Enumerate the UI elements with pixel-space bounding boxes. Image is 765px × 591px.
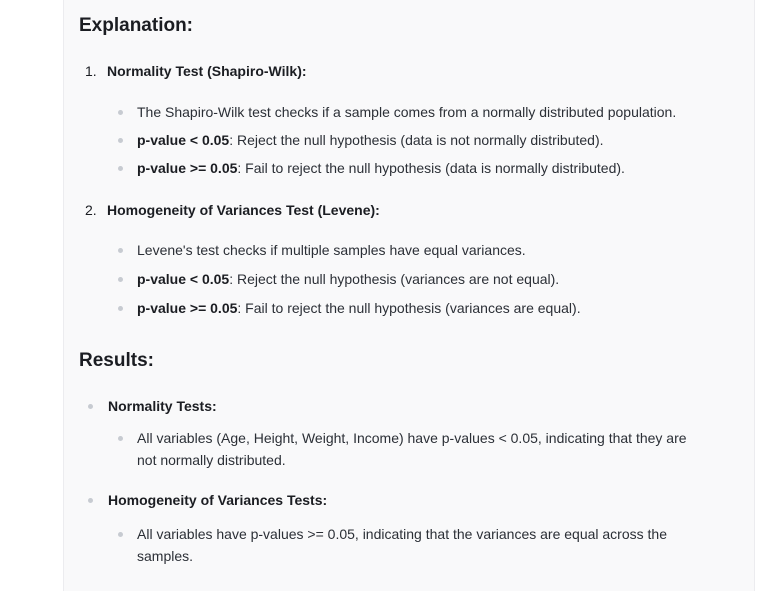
result-detail-line: samples. — [137, 548, 194, 564]
bullet-dot-icon — [118, 166, 123, 171]
item-number: 1. — [85, 63, 97, 79]
result-detail-line: not normally distributed. — [137, 452, 286, 468]
bullet-dot-icon — [118, 306, 123, 311]
explanation-bullet: Levene's test checks if multiple samples have equal variances. — [137, 242, 526, 258]
result-detail-line: All variables have p-values >= 0.05, indicating that the variances are equal across the — [137, 526, 667, 542]
bullet-bold-label: p-value >= 0.05 — [137, 160, 238, 176]
explanation-bullet: p-value < 0.05: Reject the null hypothesis (data is not normally distributed). — [137, 132, 604, 148]
bullet-bold-label: p-value < 0.05 — [137, 132, 230, 148]
bullet-bold-label: p-value >= 0.05 — [137, 300, 238, 316]
bullet-dot-icon — [118, 248, 123, 253]
explanation-item-1 — [85, 61, 307, 81]
explanation-bullet: p-value >= 0.05: Fail to reject the null hypothesis (data is normally distributed). — [137, 160, 625, 176]
item-title: Homogeneity of Variances Test (Levene): — [107, 202, 380, 218]
results-heading: Results: — [79, 350, 154, 371]
explanation-bullet: p-value < 0.05: Reject the null hypothesis (variances are not equal). — [137, 271, 560, 287]
explanation-heading: Explanation: — [79, 15, 194, 36]
explanation-bullet: The Shapiro-Wilk test checks if a sample comes from a normally distributed population. — [137, 104, 677, 120]
bullet-bold-label: p-value < 0.05 — [137, 271, 230, 287]
bullet-dot-icon — [88, 498, 93, 503]
bullet-dot-icon — [118, 138, 123, 143]
result-title: Normality Tests: — [108, 398, 217, 414]
result-detail — [137, 523, 747, 567]
bullet-dot-icon — [118, 436, 123, 441]
result-detail-line: All variables (Age, Height, Weight, Income) have p-values < 0.05, indicating that they are — [137, 430, 687, 446]
bullet-dot-icon — [88, 404, 93, 409]
result-title: Homogeneity of Variances Tests: — [108, 492, 328, 508]
item-title: Normality Test (Shapiro-Wilk): — [107, 63, 307, 79]
result-detail — [137, 427, 747, 471]
bullet-dot-icon — [118, 277, 123, 282]
explanation-bullet: p-value >= 0.05: Fail to reject the null hypothesis (variances are equal). — [137, 300, 581, 316]
message-panel — [63, 0, 755, 591]
bullet-dot-icon — [118, 532, 123, 537]
bullet-dot-icon — [118, 110, 123, 115]
item-number: 2. — [85, 202, 97, 218]
explanation-item-2 — [85, 200, 380, 220]
